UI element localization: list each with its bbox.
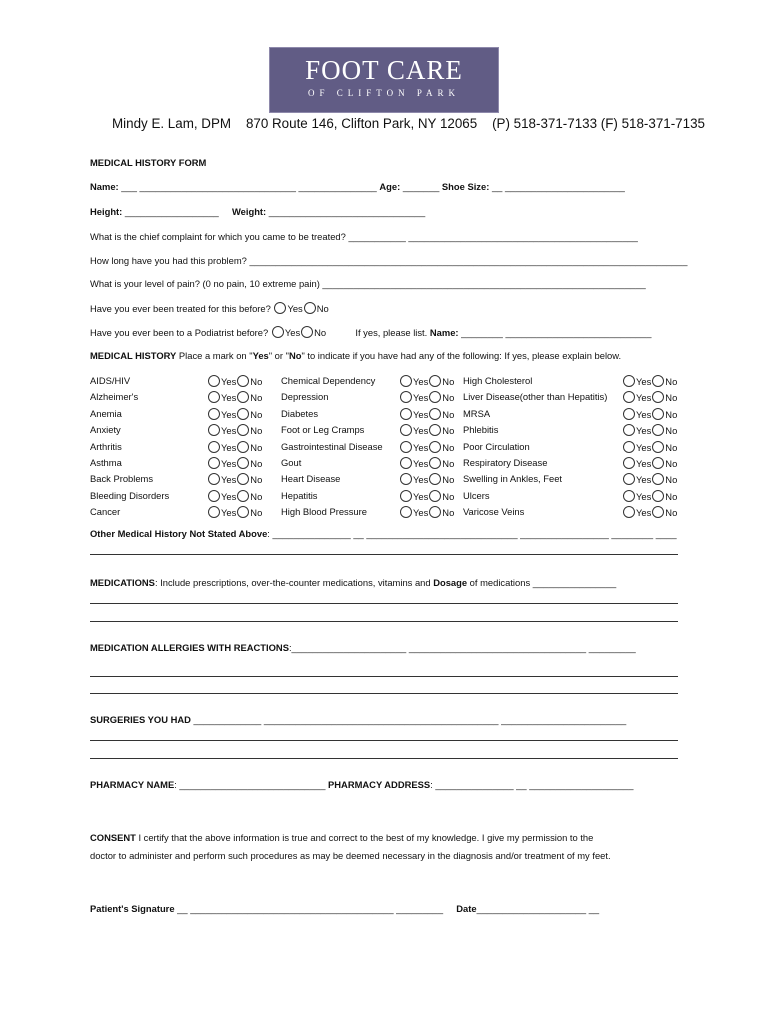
condition-label: MRSA bbox=[463, 407, 491, 419]
condition-label: Arthritis bbox=[90, 440, 122, 452]
condition-yes-no bbox=[399, 441, 454, 453]
no-label: No bbox=[250, 490, 263, 502]
no-label: No bbox=[442, 507, 455, 519]
condition-yes-no bbox=[399, 490, 454, 502]
condition-yes-radio[interactable] bbox=[623, 441, 635, 453]
date-label: Date bbox=[456, 903, 477, 914]
condition-yes-no bbox=[207, 473, 262, 485]
condition-yes-radio[interactable] bbox=[400, 506, 412, 518]
yes-label: Yes bbox=[636, 376, 652, 387]
condition-no-radio[interactable] bbox=[237, 441, 249, 453]
condition-yes-no bbox=[207, 375, 262, 387]
allergies-field[interactable]: :______________________ __________________________________ _________ bbox=[288, 642, 636, 653]
yes-label: Yes bbox=[284, 327, 301, 338]
no-label: No bbox=[250, 474, 263, 486]
medications-field[interactable]: of medications ________________ bbox=[467, 577, 617, 588]
condition-yes-radio[interactable] bbox=[208, 441, 220, 453]
condition-no-radio[interactable] bbox=[652, 375, 664, 387]
condition-label: Cancer bbox=[90, 506, 121, 518]
no-label: No bbox=[250, 441, 263, 453]
instr-text: " or " bbox=[268, 350, 289, 361]
height-field[interactable]: __________________ bbox=[124, 206, 219, 217]
condition-no-radio[interactable] bbox=[429, 391, 441, 403]
condition-no-radio[interactable] bbox=[429, 506, 441, 518]
condition-no-radio[interactable] bbox=[429, 473, 441, 485]
condition-yes-no bbox=[399, 375, 454, 387]
condition-label: Liver Disease(other than Hepatitis) bbox=[463, 391, 608, 403]
no-label: No bbox=[314, 327, 327, 338]
condition-label: Gout bbox=[281, 457, 302, 468]
treated-before-row bbox=[90, 302, 329, 314]
condition-label: High Blood Pressure bbox=[281, 506, 367, 518]
condition-yes-radio[interactable] bbox=[208, 375, 220, 387]
signature-field[interactable]: __ _______________________________________ _________ bbox=[177, 903, 444, 914]
no-label: No bbox=[442, 376, 455, 387]
yes-label: Yes bbox=[413, 507, 429, 519]
condition-yes-radio[interactable] bbox=[400, 441, 412, 453]
yes-label: Yes bbox=[413, 474, 429, 486]
treated-no-radio[interactable] bbox=[304, 302, 316, 314]
condition-yes-no bbox=[622, 457, 677, 469]
condition-yes-no bbox=[622, 506, 677, 518]
podiatrist-question: Have you ever been to a Podiatrist before? bbox=[90, 327, 269, 338]
instr-text: " to indicate if you have had any of the following: If yes, please explain below. bbox=[301, 350, 622, 361]
condition-yes-no bbox=[399, 408, 454, 420]
yes-label: Yes bbox=[636, 507, 652, 519]
no-label: No bbox=[442, 474, 455, 486]
no-label: No bbox=[665, 408, 678, 420]
no-label: No bbox=[442, 425, 455, 437]
medications-text: : Include prescriptions, over-the-counter medications, vitamins and bbox=[154, 577, 434, 588]
condition-yes-no bbox=[622, 375, 677, 387]
condition-yes-no bbox=[207, 424, 262, 436]
yes-label: Yes bbox=[413, 490, 429, 502]
no-label: No bbox=[665, 490, 678, 502]
yes-label: Yes bbox=[221, 474, 237, 486]
name-row bbox=[90, 181, 625, 192]
yes-label: Yes bbox=[413, 408, 429, 420]
instr-text: Place a mark on " bbox=[176, 350, 253, 361]
medications-label: MEDICATIONS bbox=[90, 577, 155, 588]
condition-yes-no bbox=[622, 424, 677, 436]
treated-yes-radio[interactable] bbox=[274, 302, 286, 314]
condition-label: Asthma bbox=[90, 457, 122, 468]
surgeries-label: SURGERIES YOU HAD bbox=[90, 714, 191, 725]
yes-label: Yes bbox=[636, 392, 652, 404]
condition-yes-no bbox=[622, 408, 677, 420]
condition-label: Back Problems bbox=[90, 473, 154, 485]
condition-label: Anxiety bbox=[90, 424, 121, 436]
duration-question[interactable]: How long have you had this problem? ____________________________________________________________________________________ bbox=[90, 255, 688, 266]
condition-yes-radio[interactable] bbox=[400, 375, 412, 387]
instr-no: No bbox=[288, 350, 302, 361]
condition-yes-radio[interactable] bbox=[623, 408, 635, 420]
condition-label: High Cholesterol bbox=[463, 375, 533, 386]
condition-yes-radio[interactable] bbox=[400, 408, 412, 420]
condition-yes-radio[interactable] bbox=[208, 506, 220, 518]
other-history-label: Other Medical History Not Stated Above bbox=[90, 528, 268, 539]
name-field[interactable]: ___ ______________________________ _______________ bbox=[121, 181, 377, 192]
condition-no-radio[interactable] bbox=[652, 490, 664, 502]
condition-yes-no bbox=[207, 408, 262, 420]
logo-subtitle: OF CLIFTON PARK bbox=[307, 88, 461, 98]
condition-yes-radio[interactable] bbox=[400, 391, 412, 403]
condition-yes-no bbox=[207, 391, 262, 403]
podiatrist-name-label: Name: bbox=[429, 327, 459, 338]
no-label: No bbox=[250, 458, 263, 469]
condition-yes-no bbox=[622, 473, 677, 485]
yes-label: Yes bbox=[221, 507, 237, 519]
condition-label: Bleeding Disorders bbox=[90, 489, 170, 501]
yes-label: Yes bbox=[636, 441, 652, 453]
podiatrist-list-prompt: If yes, please list. bbox=[355, 327, 428, 338]
no-label: No bbox=[665, 474, 678, 486]
condition-no-radio[interactable] bbox=[237, 424, 249, 436]
allergies-line-2[interactable] bbox=[90, 693, 678, 694]
yes-label: Yes bbox=[221, 392, 237, 404]
condition-label: Respiratory Disease bbox=[463, 457, 548, 468]
yes-label: Yes bbox=[221, 425, 237, 437]
yes-label: Yes bbox=[413, 458, 429, 469]
condition-label: AIDS/HIV bbox=[90, 375, 131, 386]
condition-yes-no bbox=[399, 473, 454, 485]
allergies-row bbox=[90, 642, 636, 653]
no-label: No bbox=[442, 392, 455, 404]
yes-label: Yes bbox=[636, 474, 652, 486]
shoe-size-field[interactable]: __ _______________________ bbox=[491, 181, 625, 192]
yes-label: Yes bbox=[413, 441, 429, 453]
logo-title: FOOT CARE bbox=[305, 55, 463, 85]
no-label: No bbox=[250, 507, 263, 519]
condition-no-radio[interactable] bbox=[429, 408, 441, 420]
condition-yes-radio[interactable] bbox=[208, 391, 220, 403]
surgeries-line-2[interactable] bbox=[90, 758, 678, 759]
no-label: No bbox=[442, 458, 455, 469]
condition-no-radio[interactable] bbox=[652, 457, 664, 469]
consent-label: CONSENT bbox=[90, 832, 136, 843]
age-field[interactable]: _______ bbox=[402, 181, 440, 192]
yes-label: Yes bbox=[413, 425, 429, 437]
height-weight-row bbox=[90, 206, 425, 217]
condition-no-radio[interactable] bbox=[429, 375, 441, 387]
allergies-line-1[interactable] bbox=[90, 676, 678, 677]
consent-line-2: doctor to administer and perform such procedures as may be deemed necessary in the diagnosis and/or treatment of my feet. bbox=[90, 850, 611, 861]
condition-no-radio[interactable] bbox=[429, 490, 441, 502]
condition-label: Swelling in Ankles, Feet bbox=[463, 473, 563, 485]
condition-no-radio[interactable] bbox=[652, 408, 664, 420]
condition-no-radio[interactable] bbox=[237, 391, 249, 403]
condition-yes-radio[interactable] bbox=[208, 424, 220, 436]
no-label: No bbox=[442, 490, 455, 502]
yes-label: Yes bbox=[413, 392, 429, 404]
condition-yes-radio[interactable] bbox=[400, 457, 412, 469]
condition-label: Phlebitis bbox=[463, 424, 499, 436]
condition-label: Depression bbox=[281, 391, 329, 403]
condition-yes-radio[interactable] bbox=[208, 490, 220, 502]
name-label: Name: bbox=[90, 181, 119, 192]
yes-label: Yes bbox=[221, 490, 237, 502]
condition-label: Gastrointestinal Disease bbox=[281, 440, 383, 452]
medical-history-heading: MEDICAL HISTORY bbox=[90, 350, 177, 361]
pharmacy-name-label: PHARMACY NAME bbox=[90, 779, 175, 790]
no-label: No bbox=[250, 425, 263, 437]
podiatrist-name-field[interactable]: ________ ____________________________ bbox=[461, 327, 652, 338]
no-label: No bbox=[665, 425, 678, 437]
no-label: No bbox=[665, 376, 678, 387]
yes-label: Yes bbox=[636, 408, 652, 420]
clinic-logo bbox=[269, 47, 499, 113]
condition-no-radio[interactable] bbox=[429, 424, 441, 436]
condition-label: Anemia bbox=[90, 407, 122, 419]
condition-no-radio[interactable] bbox=[237, 375, 249, 387]
yes-label: Yes bbox=[636, 490, 652, 502]
condition-label: Hepatitis bbox=[281, 489, 318, 501]
yes-label: Yes bbox=[221, 408, 237, 420]
no-label: No bbox=[442, 408, 455, 420]
condition-yes-radio[interactable] bbox=[208, 457, 220, 469]
condition-yes-radio[interactable] bbox=[400, 490, 412, 502]
condition-yes-radio[interactable] bbox=[208, 408, 220, 420]
condition-yes-no bbox=[622, 441, 677, 453]
condition-yes-no bbox=[207, 441, 262, 453]
condition-no-radio[interactable] bbox=[652, 473, 664, 485]
shoe-size-label: Shoe Size: bbox=[441, 181, 490, 192]
dosage-label: Dosage bbox=[433, 577, 468, 588]
podiatrist-yes-radio[interactable] bbox=[272, 326, 284, 338]
medications-line-1[interactable] bbox=[90, 603, 678, 604]
surgeries-line-1[interactable] bbox=[90, 740, 678, 741]
pain-level-question[interactable]: What is your level of pain? (0 no pain, 10 extreme pain) ______________________________________________________________ bbox=[90, 278, 646, 289]
condition-yes-no bbox=[207, 490, 262, 502]
no-label: No bbox=[442, 441, 455, 453]
podiatrist-no-radio[interactable] bbox=[301, 326, 313, 338]
condition-yes-radio[interactable] bbox=[623, 473, 635, 485]
condition-yes-no bbox=[622, 490, 677, 502]
no-label: No bbox=[316, 303, 329, 314]
condition-label: Heart Disease bbox=[281, 473, 341, 485]
no-label: No bbox=[250, 392, 263, 404]
yes-label: Yes bbox=[413, 376, 429, 387]
condition-yes-radio[interactable] bbox=[623, 457, 635, 469]
condition-label: Chemical Dependency bbox=[281, 375, 376, 386]
podiatrist-row bbox=[90, 326, 651, 338]
other-history-line[interactable] bbox=[90, 554, 678, 555]
condition-yes-radio[interactable] bbox=[623, 424, 635, 436]
no-label: No bbox=[250, 376, 263, 387]
condition-no-radio[interactable] bbox=[237, 457, 249, 469]
condition-yes-no bbox=[399, 391, 454, 403]
pharmacy-row bbox=[90, 779, 633, 790]
condition-no-radio[interactable] bbox=[429, 441, 441, 453]
allergies-label: MEDICATION ALLERGIES WITH REACTIONS bbox=[90, 642, 289, 653]
condition-yes-no bbox=[399, 506, 454, 518]
no-label: No bbox=[250, 408, 263, 420]
chief-complaint-question[interactable]: What is the chief complaint for which you came to be treated? ___________ ____________________________________________ bbox=[90, 231, 638, 242]
weight-label: Weight: bbox=[231, 206, 267, 217]
pharmacy-name-field[interactable]: : ____________________________ bbox=[174, 779, 326, 790]
surgeries-row bbox=[90, 714, 626, 725]
date-field[interactable]: _____________________ __ bbox=[476, 903, 600, 914]
other-history-field[interactable]: : _______________ __ _____________________________ _________________ ________ ____ bbox=[267, 528, 677, 539]
treated-before-question: Have you ever been treated for this before? bbox=[90, 303, 271, 314]
yes-label: Yes bbox=[287, 303, 303, 314]
condition-yes-no bbox=[622, 391, 677, 403]
no-label: No bbox=[665, 507, 678, 519]
height-label: Height: bbox=[90, 206, 123, 217]
practice-contact: Mindy E. Lam, DPM 870 Route 146, Clifton Park, NY 12065 (P) 518-371-7133 (F) 518-371-7135 bbox=[112, 116, 705, 131]
medications-row bbox=[90, 577, 616, 588]
weight-field[interactable]: ______________________________ bbox=[268, 206, 426, 217]
signature-row bbox=[90, 903, 599, 914]
condition-label: Diabetes bbox=[281, 407, 319, 419]
condition-label: Ulcers bbox=[463, 489, 490, 501]
condition-label: Alzheimer's bbox=[90, 391, 139, 403]
condition-yes-radio[interactable] bbox=[623, 506, 635, 518]
condition-no-radio[interactable] bbox=[237, 408, 249, 420]
condition-yes-radio[interactable] bbox=[623, 375, 635, 387]
condition-yes-no bbox=[207, 506, 262, 518]
medical-history-instructions bbox=[90, 350, 621, 361]
condition-yes-no bbox=[399, 457, 454, 469]
condition-yes-no bbox=[207, 457, 262, 469]
condition-label: Foot or Leg Cramps bbox=[281, 424, 365, 436]
consent-line-1 bbox=[90, 832, 593, 843]
condition-yes-radio[interactable] bbox=[208, 473, 220, 485]
condition-no-radio[interactable] bbox=[237, 506, 249, 518]
condition-label: Poor Circulation bbox=[463, 440, 530, 452]
yes-label: Yes bbox=[221, 376, 237, 387]
condition-no-radio[interactable] bbox=[652, 391, 664, 403]
no-label: No bbox=[665, 458, 678, 469]
surgeries-field[interactable]: _____________ _____________________________________________ ________________________ bbox=[190, 714, 627, 725]
pharmacy-address-field[interactable]: : _______________ __ ____________________ bbox=[430, 779, 634, 790]
no-label: No bbox=[665, 392, 678, 404]
no-label: No bbox=[665, 441, 678, 453]
condition-yes-no bbox=[399, 424, 454, 436]
yes-label: Yes bbox=[221, 441, 237, 453]
yes-label: Yes bbox=[221, 458, 237, 469]
condition-label: Varicose Veins bbox=[463, 506, 525, 518]
condition-no-radio[interactable] bbox=[652, 424, 664, 436]
yes-label: Yes bbox=[636, 425, 652, 437]
instr-yes: Yes bbox=[252, 350, 269, 361]
signature-label: Patient's Signature bbox=[90, 903, 175, 914]
condition-yes-radio[interactable] bbox=[623, 391, 635, 403]
condition-yes-radio[interactable] bbox=[623, 490, 635, 502]
consent-text: I certify that the above information is true and correct to the best of my knowledge. I give my permission to the bbox=[135, 832, 594, 843]
condition-no-radio[interactable] bbox=[652, 506, 664, 518]
condition-no-radio[interactable] bbox=[237, 490, 249, 502]
condition-no-radio[interactable] bbox=[237, 473, 249, 485]
pharmacy-address-label: PHARMACY ADDRESS bbox=[328, 779, 431, 790]
condition-no-radio[interactable] bbox=[652, 441, 664, 453]
medications-line-2[interactable] bbox=[90, 621, 678, 622]
form-title: MEDICAL HISTORY FORM bbox=[90, 157, 207, 168]
yes-label: Yes bbox=[636, 458, 652, 469]
age-label: Age: bbox=[379, 181, 401, 192]
condition-no-radio[interactable] bbox=[429, 457, 441, 469]
condition-yes-radio[interactable] bbox=[400, 424, 412, 436]
other-history-row bbox=[90, 528, 677, 539]
condition-yes-radio[interactable] bbox=[400, 473, 412, 485]
